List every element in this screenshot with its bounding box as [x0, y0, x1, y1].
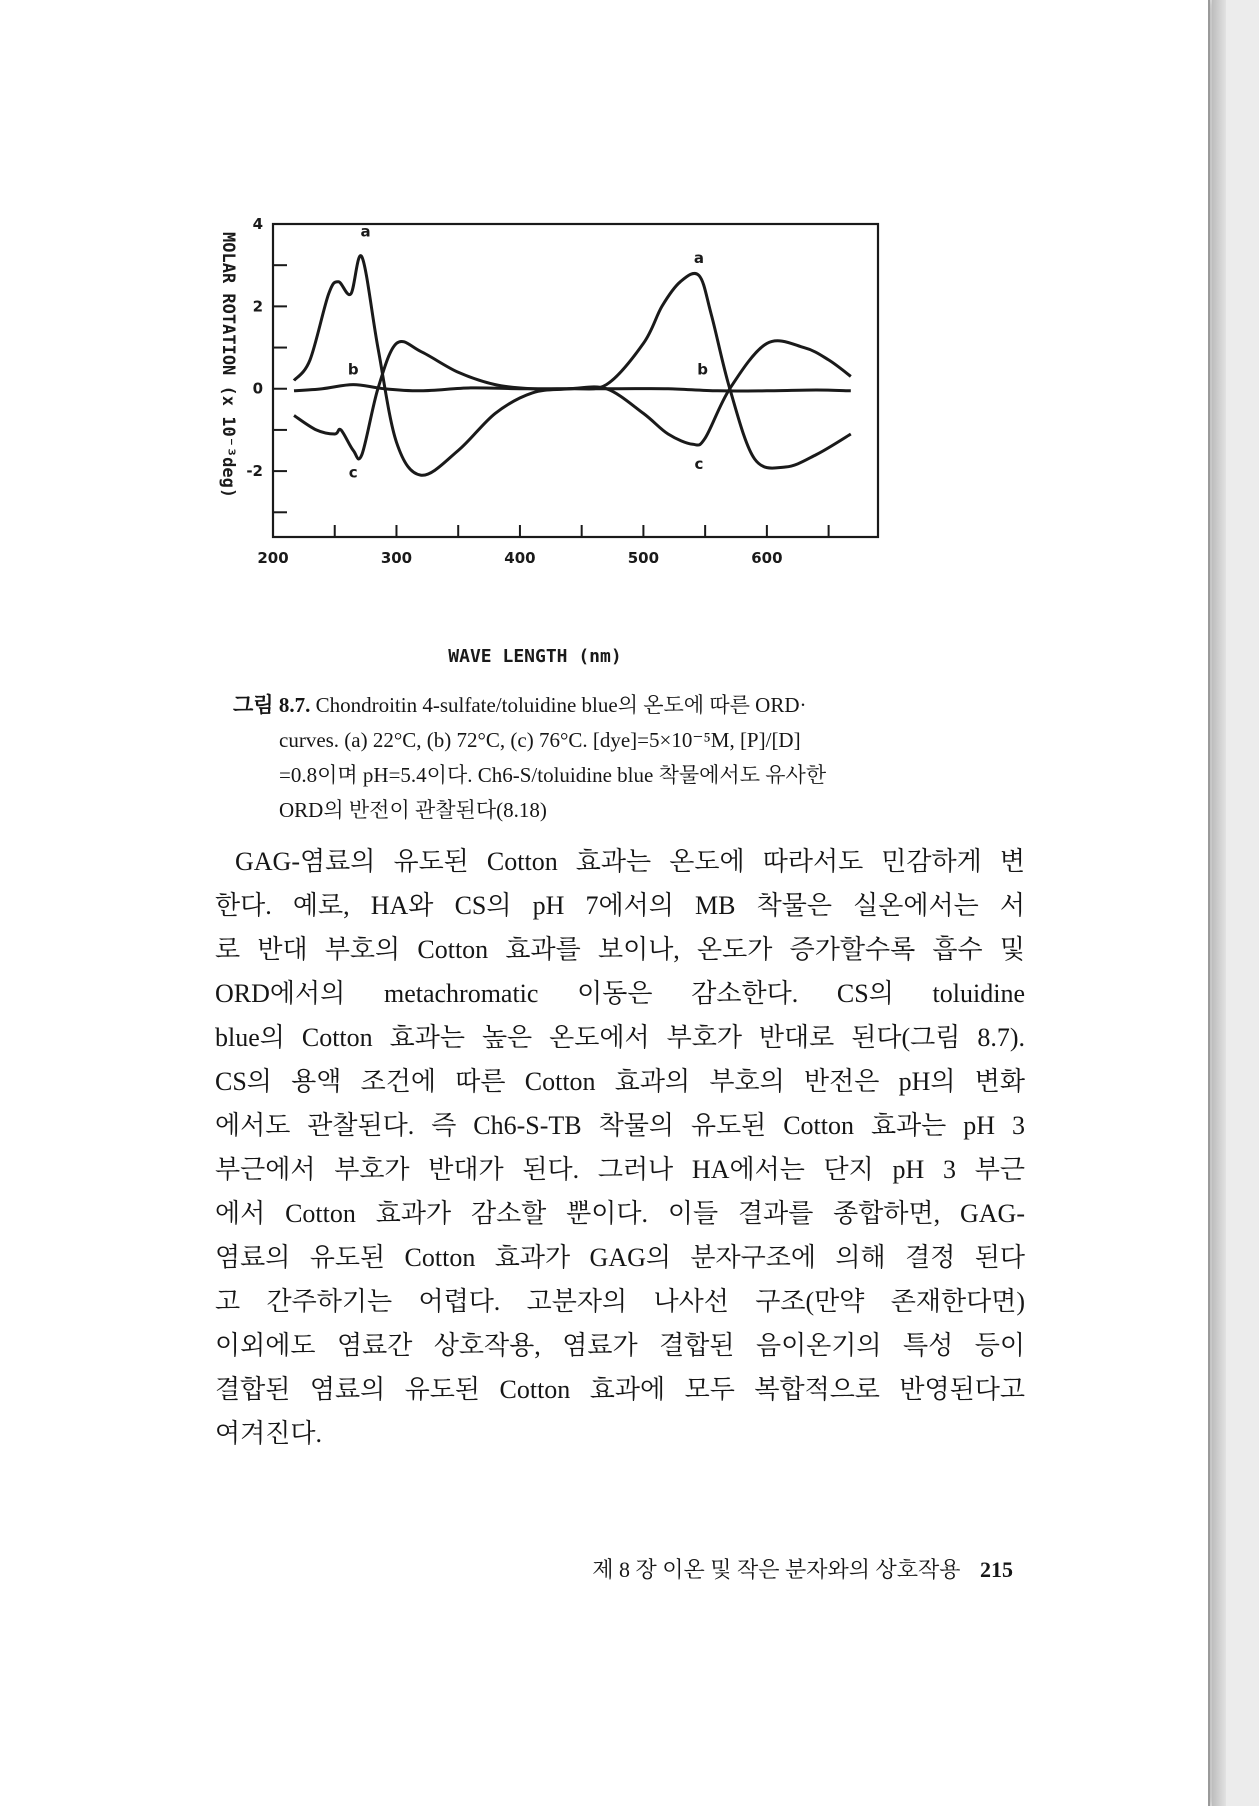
- series-c-curve: [294, 341, 851, 459]
- body-line: 부근에서 부호가 반대가 된다. 그러나 HA에서는 단지 pH 3 부근: [215, 1155, 1025, 1184]
- body-line: 이외에도 염료간 상호작용, 염료가 결합된 음이온기의 특성 등이: [215, 1331, 1025, 1360]
- chapter-title: 제 8 장 이온 및 작은 분자와의 상호작용: [592, 1557, 961, 1582]
- body-line: 에서도 관찰된다. 즉 Ch6-S-TB 착물의 유도된 Cotton 효과는 pH 3: [215, 1111, 1025, 1140]
- ord-figure: [215, 212, 1035, 682]
- caption-line-3: =0.8이며 pH=5.4이다. Ch6-S/toluidine blue 착물에서도 유사한: [279, 763, 827, 787]
- body-line: 로 반대 부호의 Cotton 효과를 보이나, 온도가 증가할수록 흡수 및: [215, 935, 1025, 964]
- page-number: 215: [980, 1557, 1013, 1582]
- body-line: 에서 Cotton 효과가 감소할 뿐이다. 이들 결과를 종합하면, GAG-: [215, 1199, 1025, 1228]
- y-tick-label: 4: [252, 215, 263, 233]
- curve-label-c: c: [694, 455, 704, 474]
- x-tick-label: 600: [751, 549, 783, 567]
- viewer-background: [1212, 0, 1259, 1806]
- caption-line-2: curves. (a) 22°C, (b) 72°C, (c) 76°C. [dye]=5×10⁻⁵M, [P]/[D]: [279, 728, 801, 752]
- body-line: 염료의 유도된 Cotton 효과가 GAG의 분자구조에 의해 결정 된다: [215, 1243, 1025, 1272]
- caption-line-4: ORD의 반전이 관찰된다(8.18): [279, 798, 547, 822]
- curve-label-c: c: [348, 463, 358, 482]
- chart-curve-labels: [348, 222, 708, 481]
- y-axis-title: MOLAR ROTATION (x 10⁻³deg): [218, 232, 238, 499]
- chart-frame: [273, 224, 878, 537]
- curve-label-b: b: [347, 360, 359, 379]
- caption-text-1: Chondroitin 4-sulfate/toluidine blue의 온도에 따른 ORD·: [315, 693, 807, 717]
- x-tick-label: 500: [627, 549, 660, 567]
- curve-label-a: a: [360, 222, 371, 241]
- body-line: ORD에서의 metachromatic 이동은 감소한다. CS의 toluidine: [215, 979, 1025, 1008]
- x-tick-label: 200: [257, 549, 289, 567]
- series-a-curve: [294, 256, 851, 476]
- body-line: 결합된 염료의 유도된 Cotton 효과에 모두 복합적으로 반영된다고: [215, 1375, 1025, 1404]
- page-edge: [1212, 0, 1226, 1806]
- figure-caption: [233, 688, 1028, 828]
- figure-number: 그림 8.7.: [233, 693, 311, 717]
- curve-label-a: a: [693, 249, 705, 268]
- curve-label-b: b: [697, 360, 709, 379]
- y-tick-label: 0: [252, 379, 263, 398]
- y-tick-label: 2: [252, 297, 263, 316]
- body-line: 여겨진다.: [215, 1419, 322, 1448]
- x-tick-label: 400: [504, 549, 536, 567]
- body-line: GAG-염료의 유도된 Cotton 효과는 온도에 따라서도 민감하게 변: [235, 847, 1025, 876]
- page-footer: [508, 1553, 1013, 1584]
- caption-line-1: [233, 688, 1028, 723]
- plot-frame: [273, 224, 878, 537]
- body-line: CS의 용액 조건에 따른 Cotton 효과의 부호의 반전은 pH의 변화: [215, 1067, 1025, 1096]
- x-axis-title: WAVE LENGTH (nm): [448, 646, 622, 667]
- body-line: blue의 Cotton 효과는 높은 온도에서 부호가 반대로 된다(그림 8.7).: [215, 1023, 1025, 1052]
- y-tick-label: -2: [246, 462, 263, 481]
- body-line: 한다. 예로, HA와 CS의 pH 7에서의 MB 착물은 실온에서는 서: [215, 891, 1025, 920]
- x-tick-label: 300: [380, 549, 413, 567]
- chart-series: [294, 256, 851, 476]
- body-line: 고 간주하기는 어렵다. 고분자의 나사선 구조(만약 존재한다면): [215, 1287, 1025, 1316]
- body-paragraph: [215, 840, 1025, 1456]
- ord-chart: [215, 212, 1035, 682]
